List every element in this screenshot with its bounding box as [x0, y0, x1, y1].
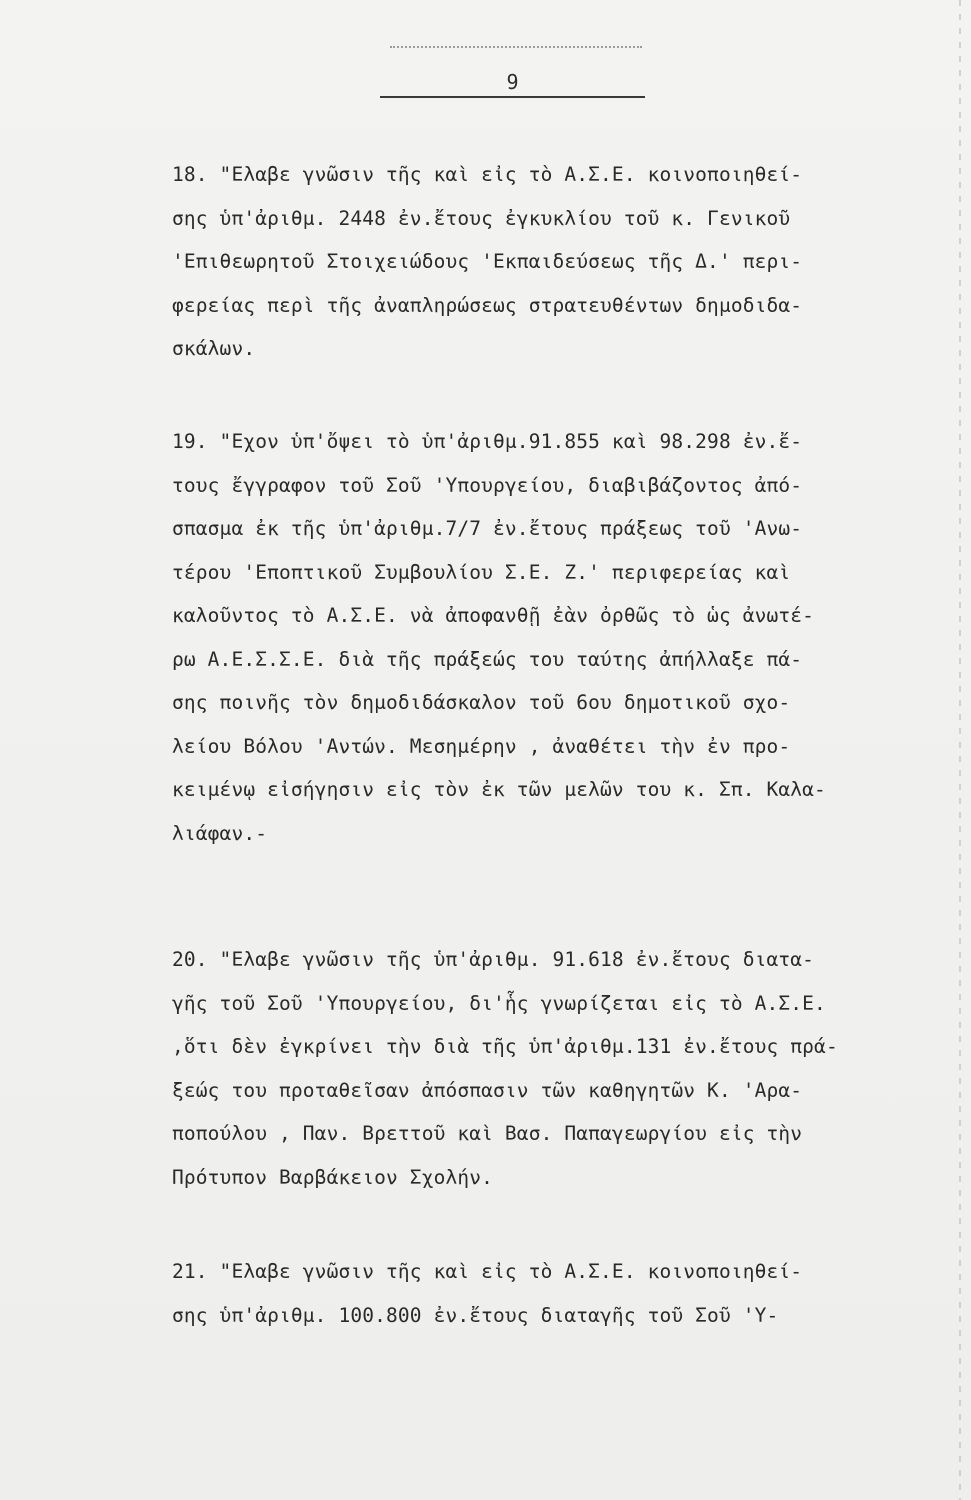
text-line: σης ὑπ'ἀριθμ. 2448 ἐν.ἔτους ἐγκυκλίου τοῦ κ. Γενικοῦ — [172, 206, 791, 230]
page-edge-marks — [959, 0, 961, 1500]
text-line: λιάφαν.- — [172, 821, 268, 845]
text-line: τους ἔγγραφον τοῦ Σοῦ 'Υπουργείου, διαβιβάζοντος ἀπό- — [172, 473, 803, 497]
text-line: 18. "Ελαβε γνῶσιν τῆς καὶ εἰς τὸ Α.Σ.Ε. κοινοποιηθεί- — [172, 163, 803, 186]
text-line: τέρου 'Εποπτικοῦ Συμβουλίου Σ.Ε. Ζ.' περιφερείας καὶ — [172, 560, 791, 584]
text-line: σπασμα ἐκ τῆς ὑπ'ἀριθμ.7/7 ἐν.ἔτους πράξεως τοῦ 'Ανω- — [172, 517, 803, 540]
text-line: 21. "Ελαβε γνῶσιν τῆς καὶ εἰς τὸ Α.Σ.Ε. κοινοποιηθεί- — [172, 1260, 803, 1283]
paragraph-19 — [172, 420, 942, 855]
page-number-underline — [380, 96, 645, 98]
text-line: σκάλων. — [172, 337, 256, 360]
text-line: 19. "Εχον ὑπ'ὄψει τὸ ὑπ'ἀριθμ.91.855 καὶ 98.298 ἐν.ἔ- — [172, 430, 803, 453]
text-line: ρω Α.Ε.Σ.Σ.Ε. διὰ τῆς πράξεώς του ταύτης ἀπήλλαξε πά- — [172, 647, 803, 671]
text-line: σης ποινῆς τὸν δημοδιδάσκαλον τοῦ 6ου δημοτικοῦ σχο- — [172, 691, 791, 714]
header-dotted-rule — [390, 46, 642, 48]
text-line: ,ὅτι δὲν ἐγκρίνει τὴν διὰ τῆς ὑπ'ἀριθμ.131 ἐν.ἔτους πρά- — [172, 1035, 838, 1058]
text-line: Πρότυπον Βαρβάκειον Σχολήν. — [172, 1165, 494, 1189]
text-line: 20. "Ελαβε γνῶσιν τῆς ὑπ'ἀριθμ. 91.618 ἐν.ἔτους διατα- — [172, 948, 815, 971]
text-line: κειμένῳ εἰσήγησιν εἰς τὸν ἐκ τῶν μελῶν του κ. Σπ. Καλα- — [172, 778, 826, 801]
text-line: ξεώς του προταθεῖσαν ἀπόσπασιν τῶν καθηγητῶν Κ. 'Αρα- — [172, 1078, 803, 1102]
text-line: καλοῦντος τὸ Α.Σ.Ε. νὰ ἀποφανθῇ ἐὰν ὀρθῶς τὸ ὡς ἀνωτέ- — [172, 604, 815, 627]
text-line: φερείας περὶ τῆς ἀναπληρώσεως στρατευθέντων δημοδιδα- — [172, 293, 803, 317]
text-line: λείου Βόλου 'Αντών. Μεσημέρην , ἀναθέτει τὴν ἐν προ- — [172, 734, 791, 758]
text-line: σης ὑπ'ἀριθμ. 100.800 ἐν.ἔτους διαταγῆς τοῦ Σοῦ 'Υ- — [172, 1303, 779, 1327]
page-number: 9 — [506, 70, 519, 94]
paragraph-18 — [172, 153, 942, 371]
paragraph-21 — [172, 1250, 942, 1337]
text-line: γῆς τοῦ Σοῦ 'Υπουργείου, δι'ἧς γνωρίζεται εἰς τὸ Α.Σ.Ε. — [172, 991, 826, 1015]
paragraph-20 — [172, 938, 942, 1199]
text-line: ποπούλου , Παν. Βρεττοῦ καὶ Βασ. Παπαγεωργίου εἰς τὴν — [172, 1122, 803, 1145]
text-line: 'Επιθεωρητοῦ Στοιχειώδους 'Εκπαιδεύσεως τῆς Δ.' περι- — [172, 250, 803, 273]
